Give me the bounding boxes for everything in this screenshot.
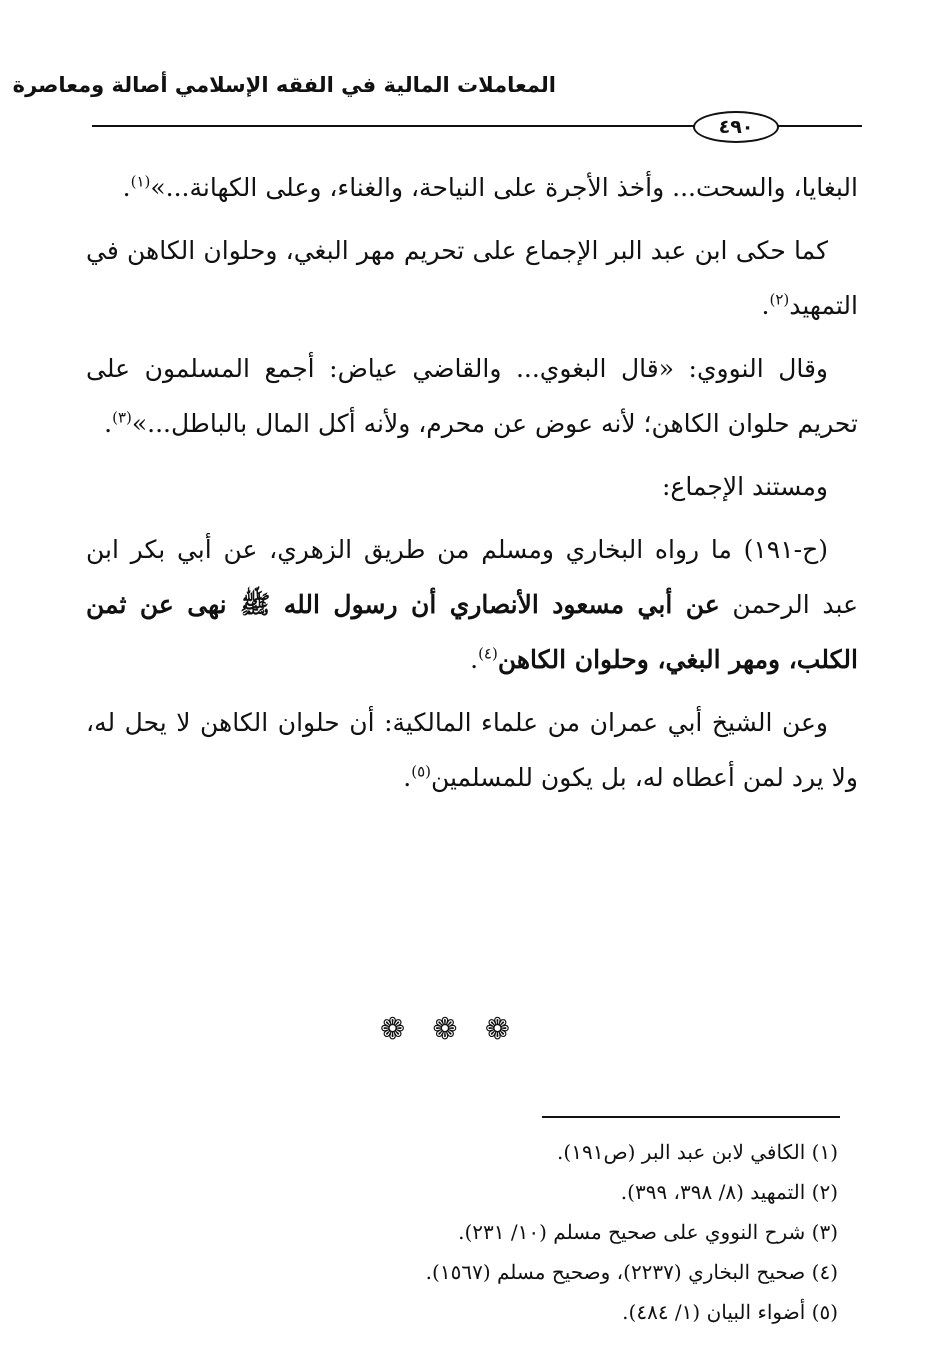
footnote-ref-4: (٤) [478,644,498,663]
section-divider-ornaments [380,1013,510,1047]
paragraph-end: . [403,763,412,792]
hadith-intro: (ح-١٩١) ما رواه البخاري ومسلم من طريق الزهري، عن أبي بكر ابن عبد الرحمن [86,535,858,619]
paragraph-text: وعن الشيخ أبي عمران من علماء المالكية: أن حلوان الكاهن لا يحل له، ولا يرد لمن أعطاه له، بل يكون للمسلمين [86,708,858,792]
page-number: ٤٩٠ [718,116,754,138]
footnote-4: (٤) صحيح البخاري (٢٢٣٧)، وصحيح مسلم (١٥٦٧). [425,1260,838,1284]
paragraph-5 [86,522,858,687]
footnote-1: (١) الكافي لابن عبد البر (ص١٩١). [557,1140,838,1164]
paragraph-1 [86,160,858,215]
paragraph-text: وقال النووي: «قال البغوي... والقاضي عياض: أجمع المسلمون على تحريم حلوان الكاهن؛ لأنه عوض عن محرم، ولأنه أكل المال بالباطل...» [86,354,858,438]
footnote-5: (٥) أضواء البيان (١/ ٤٨٤). [622,1300,838,1324]
footnote-3: (٣) شرح النووي على صحيح مسلم (١٠/ ٢٣١). [458,1220,838,1244]
paragraph-end: . [104,409,113,438]
paragraph-text: البغايا، والسحت... وأخذ الأجرة على النياحة، والغناء، وعلى الكهانة...» [150,173,858,202]
flower-ornament-icon: ❁ [380,1012,406,1047]
footnote-ref-1: (١) [130,172,151,191]
paragraph-end: . [470,645,479,674]
paragraph-2 [86,223,858,333]
footnote-ref-3: (٣) [112,408,132,427]
footnote-rule [542,1116,840,1118]
flower-ornament-icon: ❁ [484,1012,510,1047]
footnote-ref-2: (٢) [769,290,790,309]
main-text [86,160,858,813]
paragraph-end: . [122,173,131,202]
footnote-2: (٢) التمهيد (٨/ ٣٩٨، ٣٩٩). [620,1180,838,1204]
running-header-title: المعاملات المالية في الفقه الإسلامي أصالة ومعاصرة [12,73,556,97]
page-number-badge [693,111,779,143]
section-heading: ومستند الإجماع: [662,472,828,501]
paragraph-6 [86,695,858,805]
paragraph-end: . [761,291,770,320]
hadith-text: عن أبي مسعود الأنصاري أن رسول الله ﷺ نهى عن ثمن الكلب، ومهر البغي، وحلوان الكاهن [86,590,858,674]
paragraph-3 [86,341,858,451]
footnotes [120,1132,838,1332]
paragraph-4 [86,459,858,514]
paragraph-text: كما حكى ابن عبد البر الإجماع على تحريم مهر البغي، وحلوان الكاهن في التمهيد [86,236,858,320]
flower-ornament-icon: ❁ [432,1012,458,1047]
footnote-ref-5: (٥) [411,762,431,781]
